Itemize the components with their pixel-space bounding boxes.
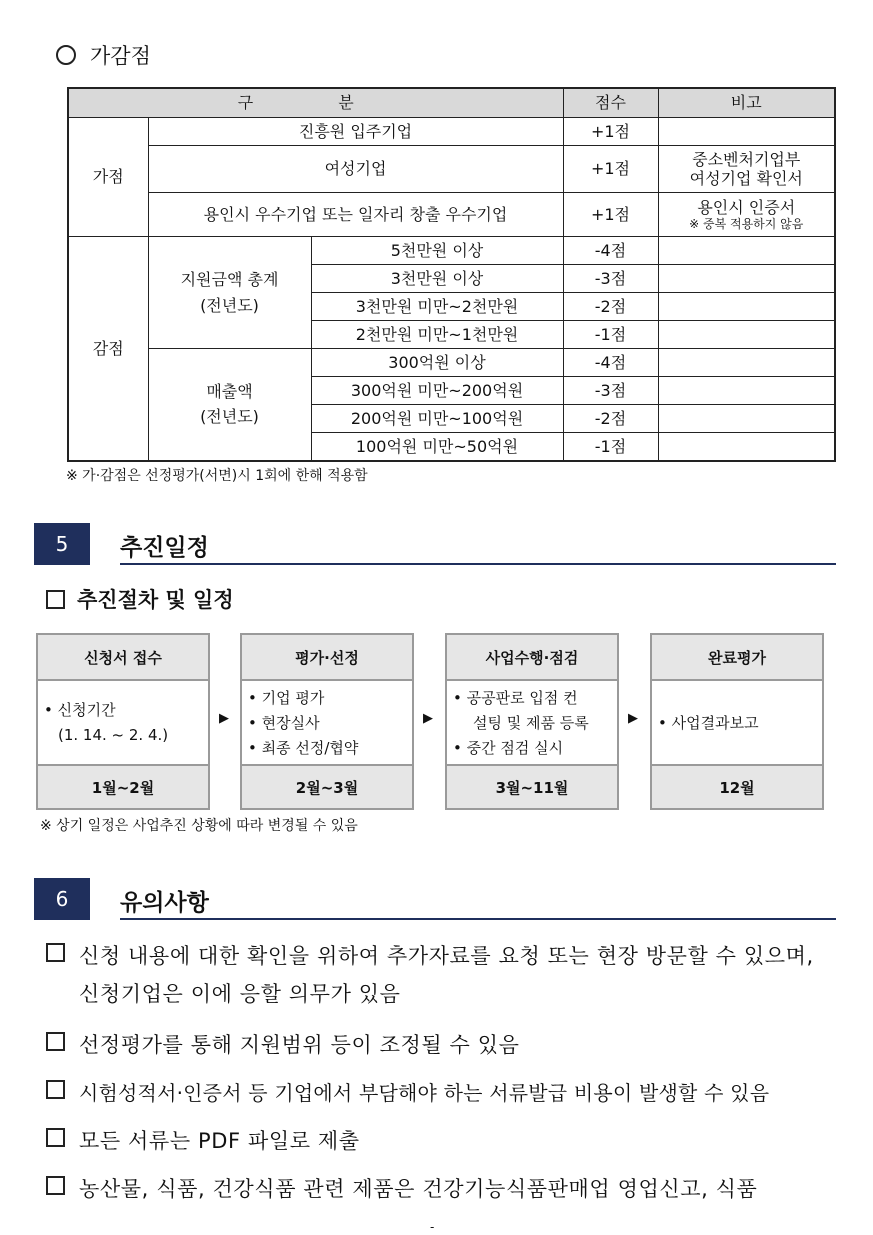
minus-range: 2천만원 미만~1천만원 (311, 321, 563, 349)
step-item: • 최종 선정/협약 (248, 738, 359, 757)
plus-score: +1점 (563, 146, 658, 193)
minus-note (658, 265, 835, 293)
minus-note (658, 237, 835, 265)
schedule-heading (46, 584, 234, 614)
minus-score: -3점 (563, 377, 658, 405)
section-number: 5 (34, 523, 90, 565)
minus-score: -4점 (563, 349, 658, 377)
step-item: 설팅 및 제품 등록 (473, 713, 589, 732)
plus-score: +1점 (563, 118, 658, 146)
notice-item (46, 1122, 835, 1160)
section-number: 6 (34, 878, 90, 920)
minus-note (658, 405, 835, 433)
notice-item (46, 1074, 835, 1112)
step-item: • 현장실사 (248, 713, 320, 732)
step-title: 사업수행·점검 (447, 635, 617, 681)
minus-range: 200억원 미만~100억원 (311, 405, 563, 433)
minus-group-label: 매출액 (전년도) (148, 349, 311, 461)
minus-score: -2점 (563, 293, 658, 321)
minus-range: 300억원 이상 (311, 349, 563, 377)
minus-score: -4점 (563, 237, 658, 265)
step-box (240, 633, 414, 810)
plus-note (658, 193, 835, 237)
minus-score: -2점 (563, 405, 658, 433)
step-item: • 신청기간 (44, 701, 116, 719)
notice-item (46, 937, 835, 1013)
section-divider (120, 563, 836, 565)
minus-label: 감점 (68, 237, 148, 461)
checkbox-bullet-icon (46, 1176, 65, 1195)
plus-note (658, 118, 835, 146)
notice-text: 선정평가를 통해 지원범위 등이 조정될 수 있음 (79, 1033, 520, 1057)
step-title: 평가·선정 (242, 635, 412, 681)
step-period: 3월~11월 (447, 764, 617, 808)
schedule-title: 추진절차 및 일정 (77, 588, 234, 612)
checkbox-bullet-icon (46, 1032, 65, 1051)
notice-item (46, 1170, 835, 1208)
checkbox-bullet-icon (46, 590, 65, 609)
step-title: 신청서 접수 (38, 635, 208, 681)
arrow-right-icon: ▶ (628, 711, 638, 726)
minus-note (658, 293, 835, 321)
minus-note (658, 377, 835, 405)
plus-score: +1점 (563, 193, 658, 237)
notice-item (46, 1026, 835, 1064)
step-box (445, 633, 619, 810)
step-item: • 기업 평가 (248, 688, 325, 707)
step-title: 완료평가 (652, 635, 822, 681)
arrow-right-icon: ▶ (219, 711, 229, 726)
section-title: 추진일정 (120, 535, 209, 561)
note-main: 용인시 인증서 (697, 197, 796, 217)
step-box (650, 633, 824, 810)
step-body (652, 681, 822, 765)
plus-note: 중소벤처기업부 여성기업 확인서 (658, 146, 835, 193)
step-period: 1월~2월 (38, 764, 208, 808)
minus-note (658, 321, 835, 349)
notice-text: 농산물, 식품, 건강식품 관련 제품은 건강기능식품판매업 영업신고, 식품 (79, 1177, 758, 1201)
minus-group-label: 지원금액 총계 (전년도) (148, 237, 311, 349)
section-title: 유의사항 (120, 890, 209, 916)
step-item: • 중간 점검 실시 (453, 738, 564, 757)
header-note: 비고 (658, 88, 835, 118)
table-footnote: ※ 가·감점은 선정평가(서면)시 1회에 한해 적용함 (66, 468, 368, 484)
step-item: • 공공판로 입점 컨 (453, 688, 578, 707)
minus-score: -1점 (563, 433, 658, 461)
minus-score: -1점 (563, 321, 658, 349)
minus-note (658, 349, 835, 377)
step-box (36, 633, 210, 810)
minus-range: 300억원 미만~200억원 (311, 377, 563, 405)
minus-range: 3천만원 이상 (311, 265, 563, 293)
header-category: 구 분 (68, 88, 563, 118)
step-body (38, 681, 208, 765)
page-number: - (430, 1220, 435, 1234)
circle-bullet-icon (56, 45, 76, 65)
step-period: 2월~3월 (242, 764, 412, 808)
step-period: 12월 (652, 764, 822, 808)
step-body (242, 681, 412, 765)
gagam-table (67, 87, 836, 462)
notice-text: 신청 내용에 대한 확인을 위하여 추가자료를 요청 또는 현장 방문할 수 있으며, 신청기업은 이에 응할 의무가 있음 (79, 944, 814, 1006)
schedule-note: ※ 상기 일정은 사업추진 상황에 따라 변경될 수 있음 (40, 818, 358, 834)
minus-score: -3점 (563, 265, 658, 293)
minus-range: 3천만원 미만~2천만원 (311, 293, 563, 321)
step-item: (1. 14. ~ 2. 4.) (58, 726, 169, 744)
plus-label: 가점 (68, 118, 148, 237)
notice-text: 모든 서류는 PDF 파일로 제출 (79, 1129, 360, 1153)
section-divider (120, 918, 836, 920)
step-item: • 사업결과보고 (658, 713, 759, 732)
gagam-heading (56, 40, 151, 70)
section-6-header (34, 878, 836, 920)
minus-range: 100억원 미만~50억원 (311, 433, 563, 461)
note-sub: ※ 중복 적용하지 않음 (689, 216, 804, 231)
section-5-header (34, 523, 836, 565)
notice-text: 시험성적서·인증서 등 기업에서 부담해야 하는 서류발급 비용이 발생할 수 있음 (79, 1081, 770, 1105)
plus-item: 여성기업 (148, 146, 563, 193)
arrow-right-icon: ▶ (423, 711, 433, 726)
checkbox-bullet-icon (46, 1128, 65, 1147)
step-body (447, 681, 617, 765)
plus-item: 진흥원 입주기업 (148, 118, 563, 146)
checkbox-bullet-icon (46, 943, 65, 962)
checkbox-bullet-icon (46, 1080, 65, 1099)
gagam-title: 가감점 (90, 44, 151, 68)
plus-item: 용인시 우수기업 또는 일자리 창출 우수기업 (148, 193, 563, 237)
minus-range: 5천만원 이상 (311, 237, 563, 265)
header-score: 점수 (563, 88, 658, 118)
minus-note (658, 433, 835, 461)
